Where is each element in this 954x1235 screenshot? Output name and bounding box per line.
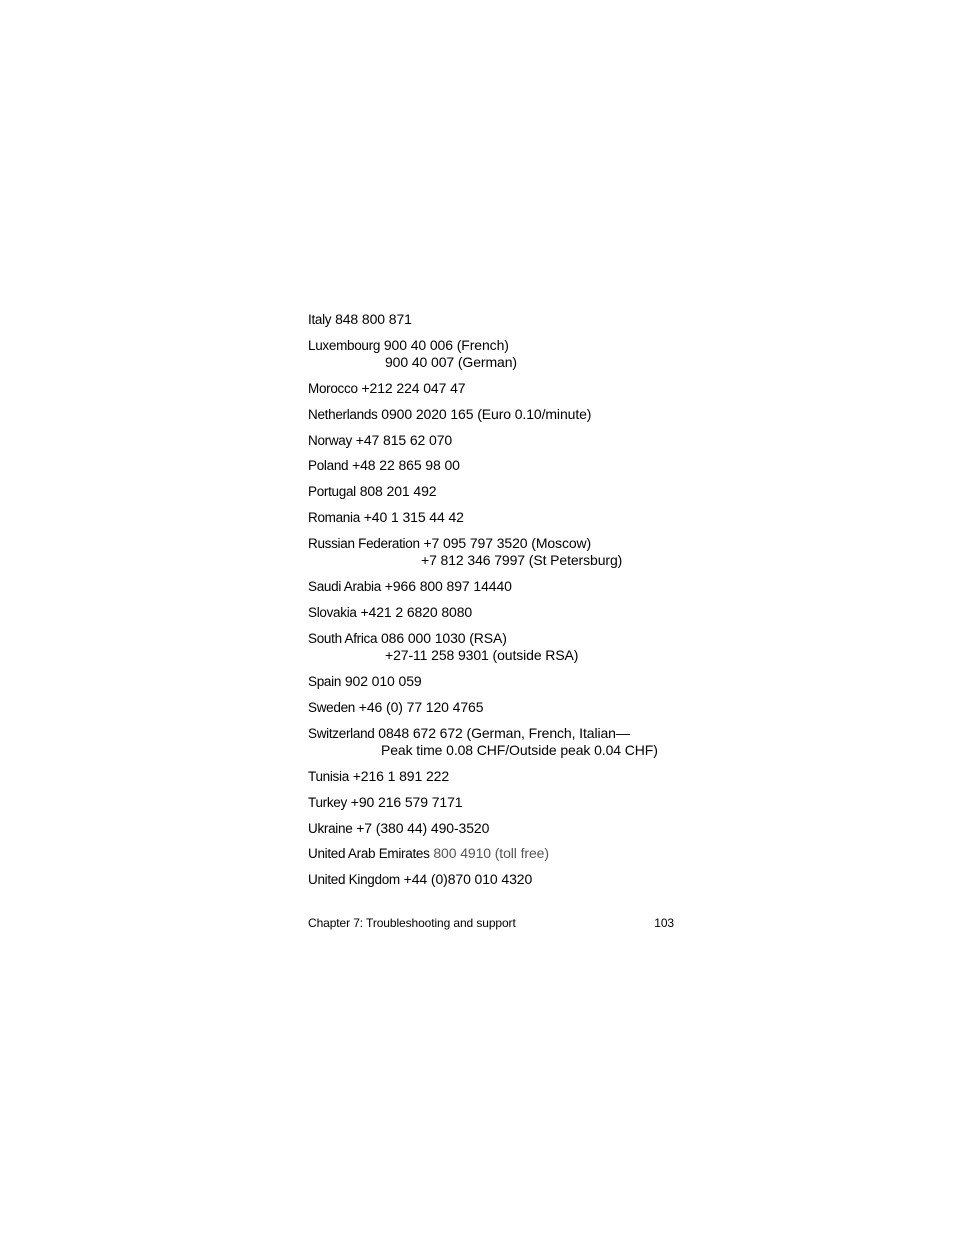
list-item-united-arab-emirates xyxy=(308,845,728,863)
list-item-luxembourg xyxy=(308,337,728,372)
phone-number: 800 4910 (toll free) xyxy=(433,845,549,862)
country-name: Spain xyxy=(308,674,342,690)
country-name: United Kingdom xyxy=(308,872,400,888)
phone-number: +48 22 865 98 00 xyxy=(352,457,460,474)
phone-number: 900 40 006 (French) xyxy=(383,336,509,353)
list-item-romania xyxy=(308,509,728,527)
country-name: United Arab Emirates xyxy=(308,846,430,862)
phone-number: 086 000 1030 (RSA) xyxy=(381,629,507,646)
list-item-norway xyxy=(308,432,728,450)
support-phone-list xyxy=(308,311,728,897)
phone-number: 848 800 871 xyxy=(335,311,412,327)
list-item-turkey xyxy=(308,794,728,812)
country-name: Luxembourg xyxy=(308,337,381,353)
phone-number: 902 010 059 xyxy=(344,673,422,690)
country-name: Morocco xyxy=(308,381,358,397)
phone-number: +44 (0)870 010 4320 xyxy=(403,871,533,888)
phone-number-continued: +7 812 346 7997 (St Petersburg) xyxy=(421,552,623,569)
list-item-netherlands xyxy=(308,406,728,424)
list-item-russian-federation xyxy=(308,535,728,570)
country-name: Romania xyxy=(308,510,360,526)
phone-number: +46 (0) 77 120 4765 xyxy=(358,698,484,715)
country-name: Slovakia xyxy=(308,604,357,620)
phone-number: +7 095 797 3520 (Moscow) xyxy=(423,534,592,551)
country-name: Switzerland xyxy=(308,725,375,741)
list-item-poland xyxy=(308,457,728,475)
country-name: Netherlands xyxy=(308,406,378,422)
country-name: Ukraine xyxy=(308,820,353,836)
list-item-spain xyxy=(308,673,728,691)
list-item-switzerland xyxy=(308,725,728,760)
country-name: Italy xyxy=(308,312,332,327)
phone-number: +966 800 897 14440 xyxy=(384,578,512,595)
phone-number: +421 2 6820 8080 xyxy=(360,603,473,620)
phone-number: +7 (380 44) 490-3520 xyxy=(356,819,490,836)
phone-number-continued: Peak time 0.08 CHF/Outside peak 0.04 CHF) xyxy=(381,742,658,759)
phone-number: +212 224 047 47 xyxy=(361,380,466,397)
phone-number-continued: +27-11 258 9301 (outside RSA) xyxy=(385,647,579,664)
country-name: Norway xyxy=(308,432,352,448)
list-item-portugal xyxy=(308,483,728,501)
list-item-saudi-arabia xyxy=(308,578,728,596)
country-name: Poland xyxy=(308,458,349,474)
phone-number-continued: 900 40 007 (German) xyxy=(385,354,517,371)
phone-number: 0848 672 672 (German, French, Italian— xyxy=(378,724,630,741)
country-name: Turkey xyxy=(308,794,347,810)
country-name: Tunisia xyxy=(308,768,349,784)
list-item-sweden xyxy=(308,699,728,717)
list-item-slovakia xyxy=(308,604,728,622)
phone-number: +90 216 579 7171 xyxy=(350,793,463,810)
country-name: Saudi Arabia xyxy=(308,579,381,595)
phone-number: +216 1 891 222 xyxy=(352,767,450,784)
list-item-morocco xyxy=(308,380,728,398)
country-name: Portugal xyxy=(308,484,356,500)
country-name: South Africa xyxy=(308,630,378,646)
country-name: Sweden xyxy=(308,699,355,715)
phone-number: 808 201 492 xyxy=(359,483,437,500)
list-item-south-africa xyxy=(308,630,728,665)
list-item-tunisia xyxy=(308,768,728,786)
list-item-italy xyxy=(308,311,728,329)
list-item-ukraine xyxy=(308,820,728,838)
country-name: Russian Federation xyxy=(308,535,420,551)
page-number: 103 xyxy=(654,916,674,930)
phone-number: +40 1 315 44 42 xyxy=(363,509,464,526)
list-item-united-kingdom xyxy=(308,871,728,889)
chapter-title: Chapter 7: Troubleshooting and support xyxy=(308,916,516,930)
phone-number: +47 815 62 070 xyxy=(355,431,453,448)
phone-number: 0900 2020 165 (Euro 0.10/minute) xyxy=(381,405,592,422)
